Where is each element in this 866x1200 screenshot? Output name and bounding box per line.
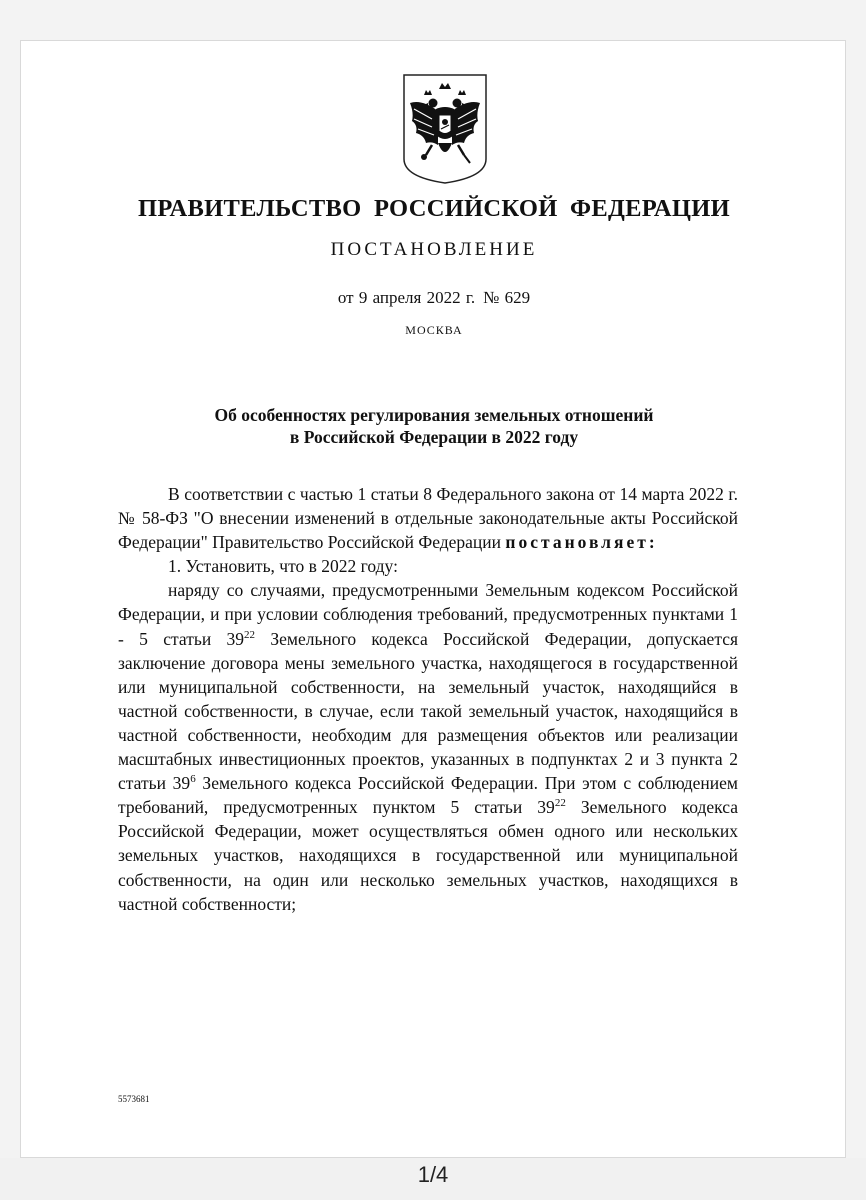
- decree-subject: [21, 404, 847, 448]
- subject-line-2: в Российской Федерации в 2022 году: [289, 427, 579, 447]
- paragraph-part-b: Земельного кодекса Российской Федерации, допускается заключение договора мены земельного участка, находящегося в государственной или муниципальной собственности, на земельный участок, находящийся в частной собственности, в случае, если такой земельный участок, находящийся в частной собственности, необходим для размещения объектов или реализации масштабных инвестиционных проектов, указанных в подпунктах 2 и 3 пункта 2 статьи 39: [118, 628, 739, 794]
- preamble-paragraph: [118, 482, 738, 554]
- page-indicator: 1/4: [417, 1162, 449, 1187]
- decree-city: МОСКВА: [405, 323, 463, 337]
- item-1-paragraph: [118, 578, 738, 915]
- preamble-action: постановляет:: [505, 532, 658, 553]
- government-title: ПРАВИТЕЛЬСТВО РОССИЙСКОЙ ФЕДЕРАЦИИ: [138, 195, 730, 222]
- coat-of-arms-icon: [402, 73, 488, 185]
- decree-date: от 9 апреля 2022 г.: [337, 288, 476, 307]
- superscript-c: 22: [554, 797, 566, 810]
- document-code: 5573681: [118, 1094, 150, 1104]
- decree-date-line: [21, 287, 847, 309]
- subject-line-1: Об особенностях регулирования земельных отношений: [214, 405, 654, 425]
- paragraph-part-d: Земельного кодекса Российской Федерации, может осуществляться обмен одного или нескольких земельных участков, находящихся в государственной или муниципальной собственности, на один или несколько земельных участков, находящихся в частной собственности;: [118, 797, 739, 914]
- item-1-heading: 1. Установить, что в 2022 году:: [168, 556, 398, 577]
- superscript-b: 6: [190, 773, 196, 786]
- paragraph-part-a: наряду со случаями, предусмотренными Земельным кодексом Российской Федерации, и при условии соблюдения требований, предусмотренных пунктами 1 - 5 статьи 39: [118, 580, 738, 649]
- paragraph-part-c: Земельного кодекса Российской Федерации. При этом с соблюдением требований, предусмотренных пунктом 5 статьи 39: [118, 773, 738, 818]
- decree-type: ПОСТАНОВЛЕНИЕ: [330, 239, 538, 260]
- document-page: [20, 40, 846, 1158]
- preamble-text: В соответствии с частью 1 статьи 8 Федерального закона от 14 марта 2022 г. № 58-ФЗ "О внесении изменений в отдельные законодательные акты Российской Федерации" Правительство Российской Федерации: [118, 484, 738, 553]
- decree-body: [118, 482, 738, 916]
- decree-number: № 629: [483, 288, 531, 307]
- superscript-a: 22: [244, 628, 256, 641]
